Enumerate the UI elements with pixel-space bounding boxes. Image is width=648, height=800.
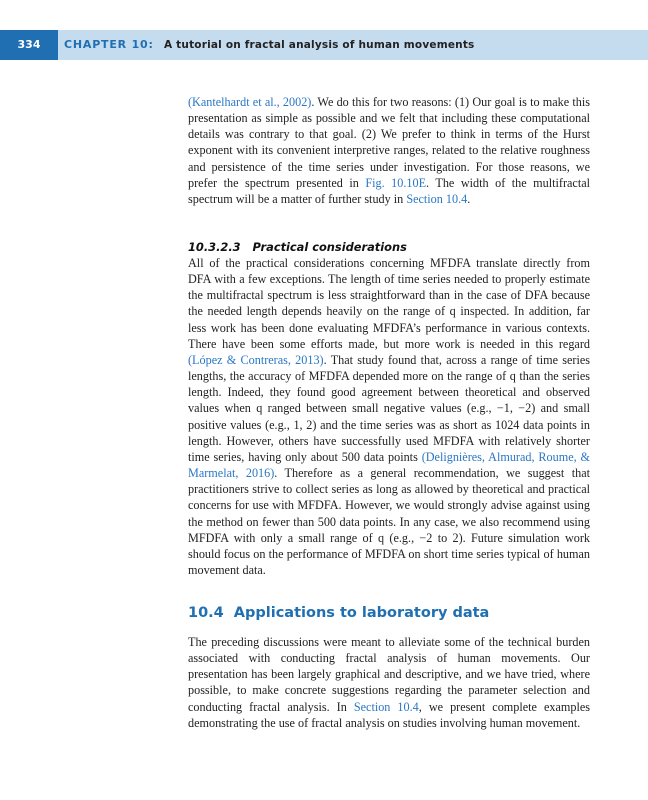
- page-number: 334: [0, 30, 58, 60]
- running-header: [0, 30, 648, 60]
- paragraph-text: . Therefore as a general recommendation, we suggest that practitioners strive to collect series as long as allowed by theoretical and practical concerns for use with MFDFA. However, we would strongly advise against using the method on fewer than 500 data points. In any case, we also recommend using MFDFA with only a small range of q (e.g., −2 to 2). Future simulation work should focus on the performance of MFDFA on short time series typical of human movement data.: [188, 466, 591, 577]
- section-reference[interactable]: Section 10.4: [406, 191, 468, 206]
- paragraph-text: . That study found that, across a range of time series lengths, the accuracy of MFDFA depended more on the range of q than the series length. Indeed, they found good agreement between theoretical and observed values when q ranged between small negative values (e.g., −1, −2) and small positive values (e.g., 1, 2) and the time series was as short as 1024 data points in length. However, others have successfully used MFDFA with relatively shorter time series, having only about 500 data points: [188, 352, 590, 464]
- citation-delignieres[interactable]: (Delignières, Almurad, Roume, & Marmelat, 2016): [188, 449, 590, 481]
- section-heading: [188, 605, 590, 621]
- subsection-number: 10.3.2.3: [188, 240, 241, 254]
- subsection-title: Practical considerations: [252, 240, 407, 254]
- chapter-label: CHAPTER 10:: [64, 38, 154, 51]
- paragraph-intro: [188, 94, 590, 207]
- chapter-title: A tutorial on fractal analysis of human movements: [164, 39, 475, 51]
- paragraph-applications: [188, 634, 590, 731]
- paragraph-text: , we present complete examples demonstrating the use of fractal analysis on studies involving human movement.: [188, 699, 591, 730]
- paragraph-practical: [188, 255, 590, 578]
- citation-kantelhardt[interactable]: (Kantelhardt et al., 2002): [188, 95, 312, 109]
- section-title: Applications to laboratory data: [233, 605, 490, 621]
- paragraph-text: . We do this for two reasons: (1) Our goal is to make this presentation as simple as possible and we felt that including these computational details was contrary to that goal. (2) We prefer to think in terms of the Hurst exponent with its convenient interpretive ranges, related to the relative roughness and persistence of the time series under investigation. For those reasons, we prefer the spectrum presented in: [188, 95, 590, 190]
- section-reference[interactable]: Section 10.4: [353, 699, 419, 714]
- paragraph-text: All of the practical considerations concerning MFDFA translate directly from DFA with a few exceptions. The length of time series needed to properly estimate the multifractal spectrum is less straightforward than in the case of DFA because the needed length depends heavily on the range of q inspected. In addition, far less work has been done evaluating MFDFA’s performance in various contexts. There have been some efforts made, but more work is needed in this regard: [188, 256, 590, 351]
- paragraph-text: The preceding discussions were meant to alleviate some of the technical burden associated with conducting fractal analysis of human movements. Our presentation has been largely graphical and descriptive, and we have tried, where possible, to make concrete suggestions regarding the parameter selection and conducting fractal analysis. In: [188, 635, 590, 714]
- section-number: 10.4: [188, 605, 224, 621]
- paragraph-text: .: [467, 191, 471, 206]
- paragraph-text: . The width of the multifractal spectrum will be a matter of further study in: [188, 175, 591, 206]
- figure-reference[interactable]: Fig. 10.10E: [365, 175, 427, 190]
- subsection-heading: [188, 240, 590, 254]
- citation-lopez[interactable]: (López & Contreras, 2013): [188, 352, 324, 367]
